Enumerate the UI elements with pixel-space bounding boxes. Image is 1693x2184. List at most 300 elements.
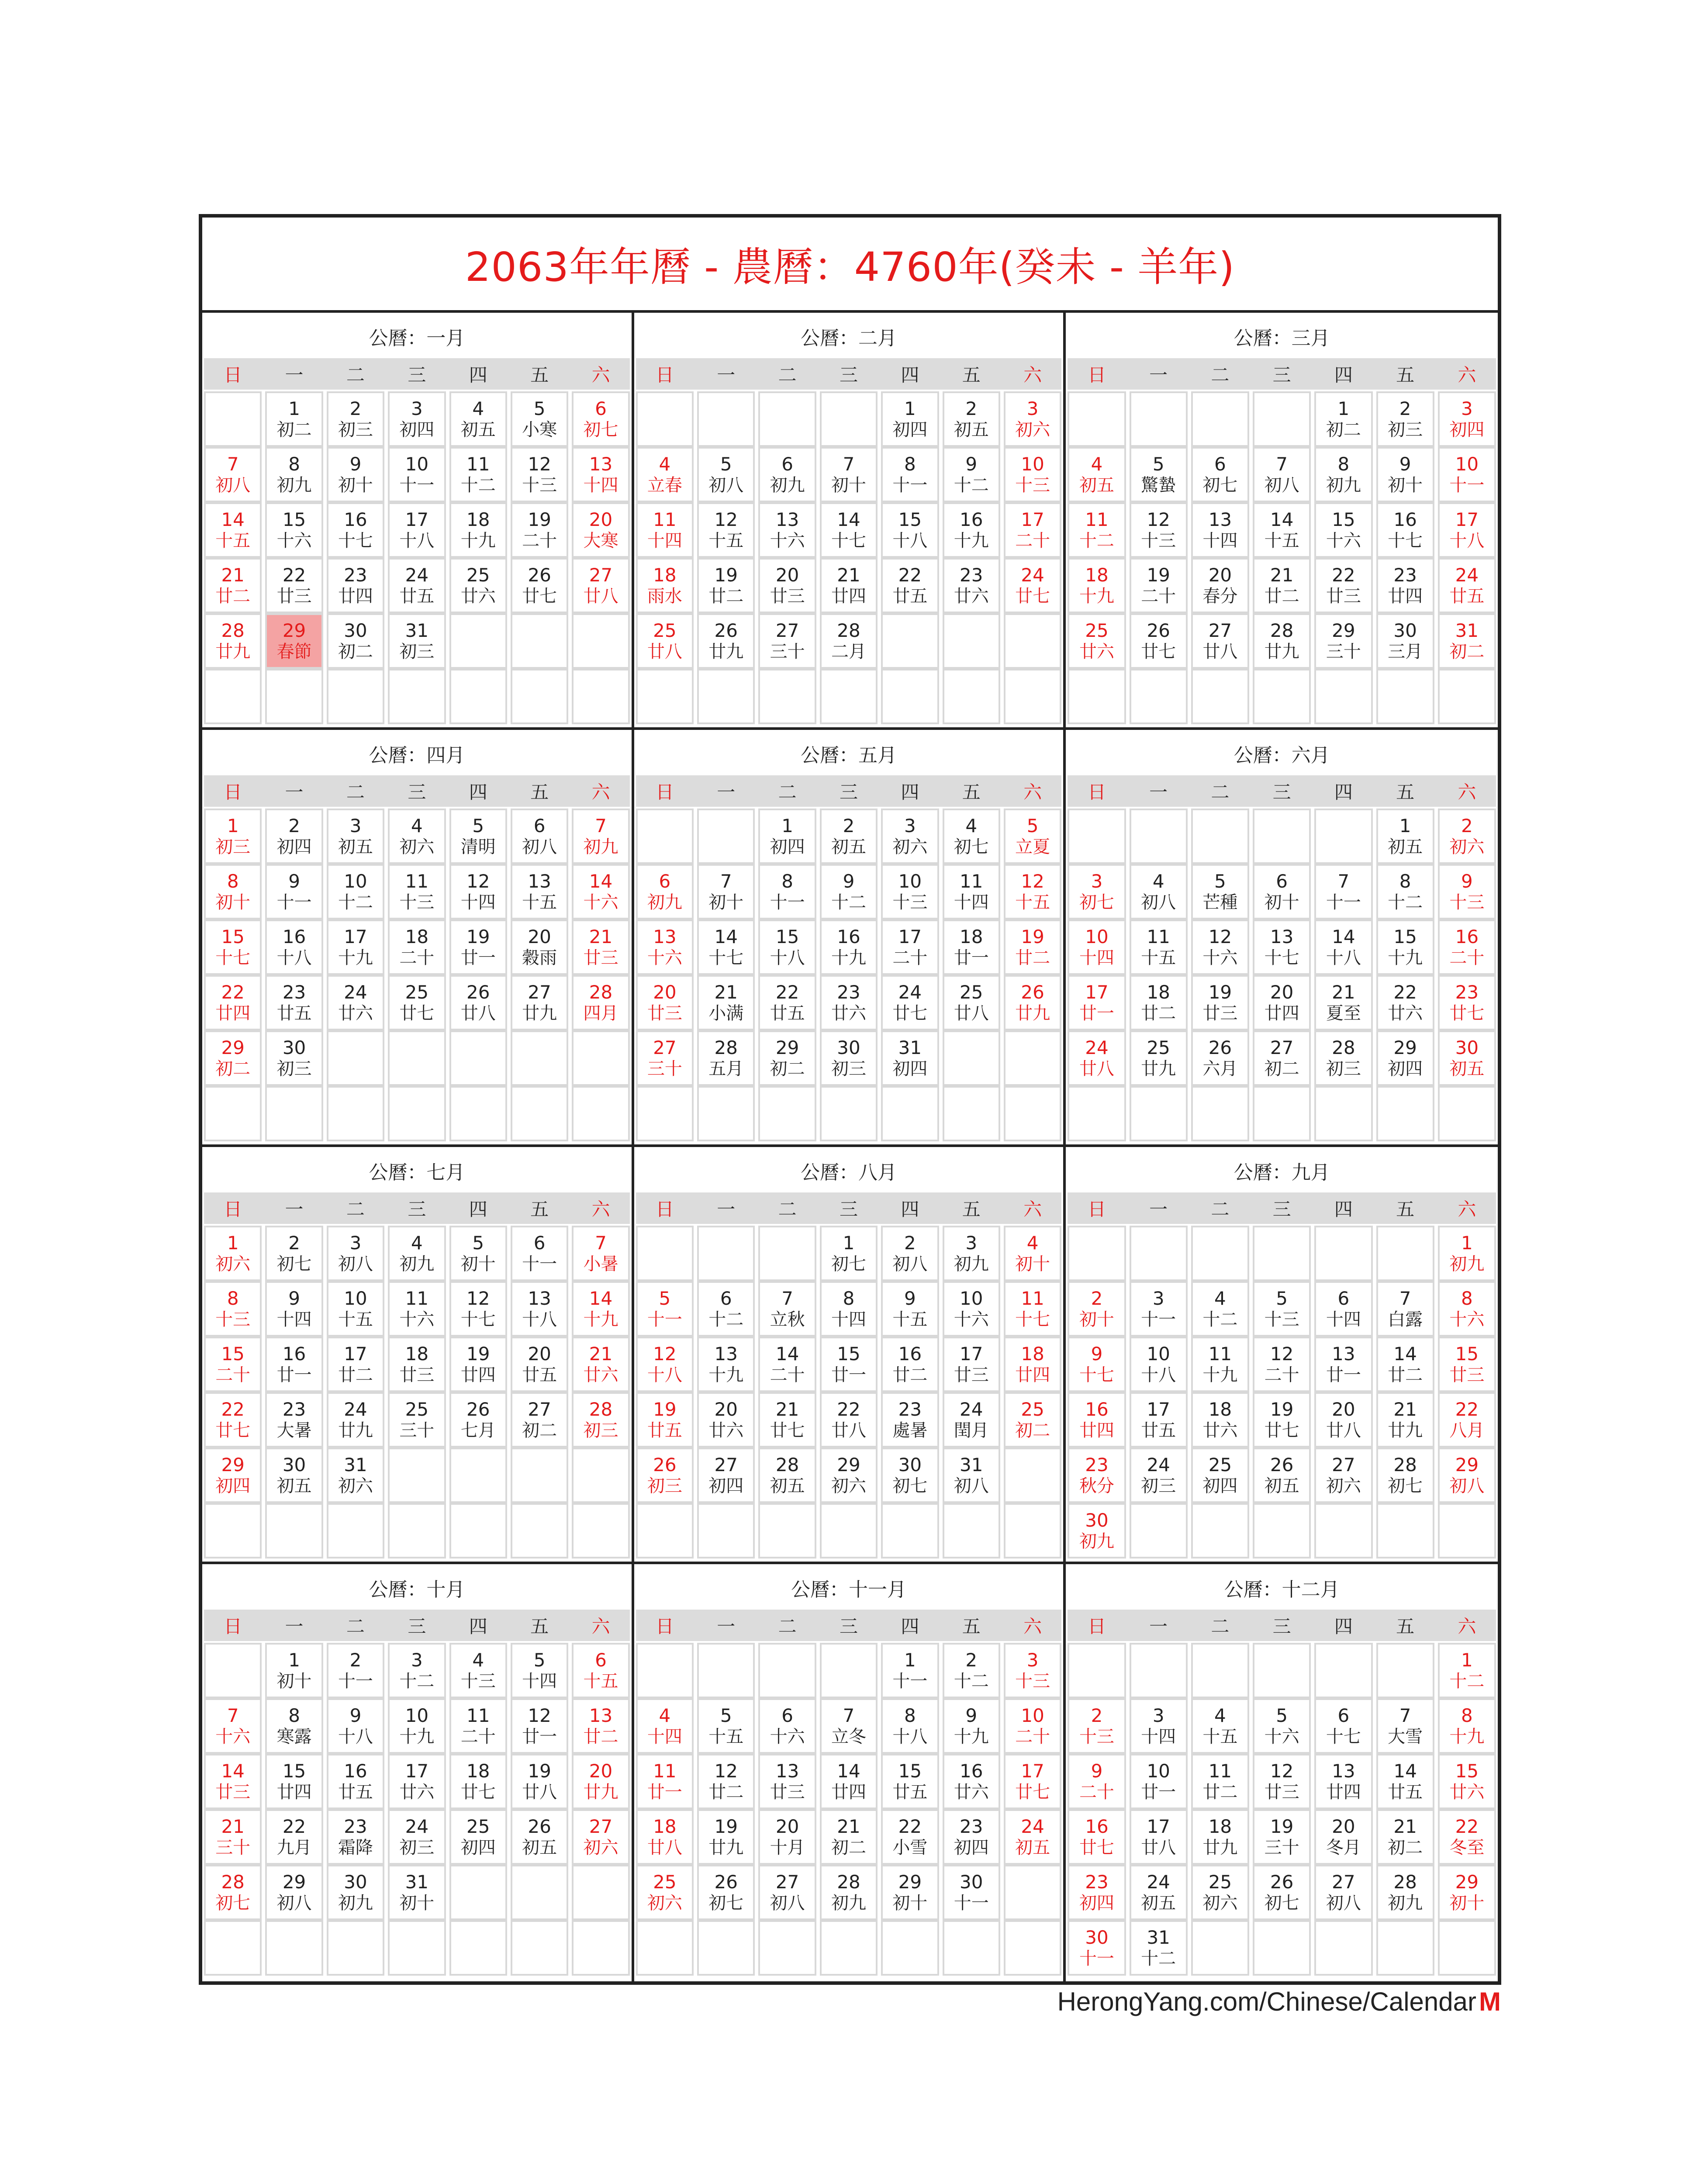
day-number: 15: [898, 1760, 922, 1782]
day-number: 17: [1021, 509, 1044, 531]
lunar-date: 十二: [1388, 892, 1423, 912]
empty-cell: [1376, 1226, 1434, 1281]
day-cell: [1068, 502, 1126, 558]
day-cell: [1130, 1281, 1188, 1337]
weekday-label: 四: [901, 1199, 919, 1220]
lunar-date: 廿八: [647, 641, 682, 662]
day-cell: [820, 1754, 878, 1809]
lunar-date: 八月: [1449, 1420, 1485, 1441]
day-number: 31: [344, 1454, 367, 1476]
day-grid: [636, 1226, 1062, 1559]
lunar-date: 初八: [215, 475, 251, 495]
day-number: 31: [898, 1037, 922, 1059]
empty-cell: [943, 1503, 1000, 1559]
day-cell: [265, 1392, 323, 1448]
lunar-date: 冬至: [1449, 1837, 1485, 1858]
weekday-label: 一: [285, 364, 304, 386]
day-cell: [1191, 1030, 1249, 1086]
day-number: 28: [837, 620, 860, 642]
day-cell: [1314, 919, 1372, 975]
empty-cell: [820, 1643, 878, 1698]
lunar-date: 廿九: [1141, 1058, 1176, 1079]
empty-cell: [572, 669, 629, 724]
day-number: 26: [528, 1816, 551, 1838]
day-cell: [1191, 1754, 1249, 1809]
day-number: 28: [589, 1399, 613, 1420]
empty-cell: [1191, 391, 1249, 447]
day-cell: [636, 447, 694, 502]
lunar-date: 十六: [215, 1726, 251, 1747]
day-number: 1: [227, 1232, 239, 1254]
weekday-label: 三: [839, 781, 858, 803]
day-number: 20: [775, 564, 799, 586]
weekday-label: 五: [962, 1616, 981, 1637]
lunar-date: 廿九: [522, 1003, 557, 1023]
day-cell: [388, 558, 446, 613]
day-cell: [1068, 1030, 1126, 1086]
empty-cell: [1130, 669, 1188, 724]
weekday-label: 日: [1087, 1616, 1106, 1637]
day-number: 28: [837, 1871, 860, 1893]
day-number: 20: [1332, 1399, 1355, 1420]
day-cell: [1253, 502, 1311, 558]
empty-cell: [572, 613, 629, 669]
lunar-date: 初三: [831, 1058, 866, 1079]
day-grid: [1068, 1643, 1496, 1976]
day-number: 18: [1147, 981, 1170, 1003]
day-cell: [1068, 1920, 1126, 1976]
day-number: 13: [589, 1705, 613, 1727]
day-number: 16: [1085, 1816, 1109, 1838]
day-number: 28: [775, 1454, 799, 1476]
day-number: 30: [282, 1454, 306, 1476]
day-cell: [327, 1337, 384, 1392]
day-cell: [943, 1226, 1000, 1281]
day-number: 18: [1208, 1816, 1232, 1838]
day-cell: [511, 558, 568, 613]
empty-cell: [204, 669, 262, 724]
day-cell: [1068, 1809, 1126, 1865]
empty-cell: [1253, 391, 1311, 447]
day-cell: [265, 919, 323, 975]
day-number: 11: [466, 453, 490, 475]
day-cell: [1253, 1754, 1311, 1809]
day-number: 10: [1147, 1343, 1170, 1365]
lunar-date: 十一: [1141, 1309, 1176, 1330]
day-cell: [1130, 919, 1188, 975]
lunar-date: 初四: [215, 1476, 251, 1496]
day-number: 30: [1393, 620, 1417, 642]
day-number: 22: [1455, 1816, 1479, 1838]
lunar-date: 廿八: [954, 1003, 989, 1023]
day-number: 22: [221, 1399, 245, 1420]
empty-cell: [881, 669, 939, 724]
day-number: 16: [1455, 926, 1479, 948]
day-cell: [327, 1643, 384, 1698]
lunar-date: 十一: [892, 475, 928, 495]
weekday-label: 五: [962, 781, 981, 803]
month-header: 公曆：七月: [369, 1161, 465, 1184]
day-cell: [1004, 864, 1061, 919]
lunar-date: 初六: [647, 1893, 682, 1913]
lunar-date: 三月: [1388, 641, 1423, 662]
day-number: 12: [714, 1760, 738, 1782]
empty-cell: [511, 1503, 568, 1559]
lunar-date: 廿七: [522, 586, 557, 606]
day-number: 20: [528, 1343, 551, 1365]
day-cell: [1376, 613, 1434, 669]
day-cell: [758, 1865, 816, 1920]
lunar-date: 十一: [399, 475, 435, 495]
lunar-date: 十三: [1264, 1309, 1299, 1330]
lunar-date: 初六: [583, 1837, 618, 1858]
weekday-row: [1068, 1192, 1496, 1224]
weekday-label: 四: [469, 781, 487, 803]
lunar-date: 十二: [1449, 1671, 1485, 1691]
day-number: 24: [1021, 1816, 1044, 1838]
month-header: 公曆：十一月: [791, 1579, 906, 1601]
weekday-label: 二: [1211, 781, 1230, 803]
day-number: 22: [898, 1816, 922, 1838]
day-number: 6: [533, 815, 546, 837]
day-cell: [1376, 919, 1434, 975]
day-cell: [449, 1809, 507, 1865]
day-cell: [943, 558, 1000, 613]
empty-cell: [1068, 809, 1126, 864]
weekday-label: 二: [1211, 1616, 1230, 1637]
day-cell: [204, 1281, 262, 1337]
lunar-date: 初八: [276, 1893, 312, 1913]
day-grid: [204, 1226, 630, 1559]
empty-cell: [1438, 1086, 1496, 1141]
lunar-date: 初三: [583, 1420, 618, 1441]
day-number: 25: [1208, 1871, 1232, 1893]
empty-cell: [1191, 1643, 1249, 1698]
empty-cell: [1376, 1920, 1434, 1976]
lunar-date: 十一: [276, 892, 312, 912]
day-cell: [1253, 975, 1311, 1030]
empty-cell: [511, 669, 568, 724]
lunar-date: 十二: [831, 892, 866, 912]
day-number: 28: [1270, 620, 1294, 642]
day-cell: [449, 1392, 507, 1448]
day-number: 6: [595, 1649, 607, 1671]
lunar-date: 廿五: [892, 1782, 928, 1802]
lunar-date: 初四: [1079, 1893, 1114, 1913]
day-number: 25: [653, 620, 677, 642]
day-cell: [1130, 1754, 1188, 1809]
empty-cell: [572, 1448, 629, 1503]
day-number: 7: [1399, 1288, 1411, 1310]
lunar-date: 初八: [708, 475, 744, 495]
day-number: 6: [1337, 1705, 1350, 1727]
day-cell: [204, 613, 262, 669]
lunar-date: 初三: [647, 1476, 682, 1496]
weekday-label: 三: [1272, 781, 1291, 803]
day-cell: [265, 1698, 323, 1754]
day-number: 2: [1399, 398, 1411, 420]
lunar-date: 十四: [1141, 1726, 1176, 1747]
day-number: 29: [282, 620, 306, 642]
day-cell: [1314, 447, 1372, 502]
day-cell: [636, 1698, 694, 1754]
empty-cell: [1438, 669, 1496, 724]
day-cell: [636, 1392, 694, 1448]
lunar-date: 廿五: [399, 586, 435, 606]
day-number: 24: [344, 1399, 367, 1420]
lunar-date: 初二: [1015, 1420, 1050, 1441]
lunar-date: 十四: [460, 892, 496, 912]
weekday-label: 四: [901, 364, 919, 386]
day-number: 29: [282, 1871, 306, 1893]
day-cell: [943, 1754, 1000, 1809]
empty-cell: [449, 613, 507, 669]
day-number: 20: [589, 1760, 613, 1782]
day-cell: [943, 919, 1000, 975]
lunar-date: 十四: [1079, 947, 1114, 968]
lunar-date: 初二: [831, 1837, 866, 1858]
lunar-date: 廿二: [215, 586, 251, 606]
day-cell: [1376, 1392, 1434, 1448]
lunar-date: 十九: [1079, 586, 1114, 606]
day-cell: [388, 809, 446, 864]
lunar-date: 十六: [399, 1309, 435, 1330]
lunar-date: 寒露: [276, 1726, 312, 1747]
day-number: 12: [653, 1343, 677, 1365]
lunar-date: 十九: [954, 530, 989, 551]
day-number: 25: [466, 564, 490, 586]
lunar-date: 初六: [1326, 1476, 1361, 1496]
day-number: 17: [344, 926, 367, 948]
day-number: 9: [965, 1705, 978, 1727]
day-cell: [820, 1392, 878, 1448]
day-number: 14: [1270, 509, 1294, 531]
day-number: 27: [1270, 1037, 1294, 1059]
lunar-date: 初五: [460, 419, 496, 440]
lunar-date: 十八: [399, 530, 435, 551]
day-cell: [1314, 558, 1372, 613]
day-number: 3: [1152, 1288, 1164, 1310]
weekday-label: 六: [1458, 1616, 1476, 1637]
day-cell: [881, 1865, 939, 1920]
day-cell: [943, 502, 1000, 558]
day-number: 7: [843, 453, 855, 475]
day-number: 9: [349, 453, 362, 475]
day-cell: [388, 975, 446, 1030]
lunar-date: 廿一: [460, 947, 496, 968]
day-cell: [820, 1698, 878, 1754]
day-cell: [1130, 1698, 1188, 1754]
empty-cell: [697, 1503, 755, 1559]
day-cell: [1314, 1698, 1372, 1754]
day-number: 21: [837, 564, 860, 586]
day-number: 26: [714, 1871, 738, 1893]
day-cell: [1438, 1754, 1496, 1809]
empty-cell: [1314, 1643, 1372, 1698]
empty-cell: [511, 1448, 568, 1503]
lunar-date: 十六: [954, 1309, 989, 1330]
day-cell: [1314, 1281, 1372, 1337]
day-number: 8: [288, 453, 300, 475]
day-number: 28: [589, 981, 613, 1003]
day-number: 15: [837, 1343, 860, 1365]
day-number: 21: [1393, 1816, 1417, 1838]
day-number: 26: [1021, 981, 1044, 1003]
lunar-date: 十月: [770, 1837, 805, 1858]
day-cell: [265, 1754, 323, 1809]
day-number: 29: [1455, 1454, 1479, 1476]
day-cell: [1004, 809, 1061, 864]
day-grid: [636, 1643, 1062, 1976]
day-cell: [1130, 1920, 1188, 1976]
lunar-date: 十六: [1449, 1309, 1485, 1330]
lunar-date: 廿七: [1264, 1420, 1299, 1441]
day-cell: [881, 1337, 939, 1392]
lunar-date: 閏月: [954, 1420, 989, 1441]
day-number: 30: [837, 1037, 860, 1059]
day-number: 7: [720, 871, 732, 892]
day-cell: [820, 1448, 878, 1503]
lunar-date: 廿七: [1015, 1782, 1050, 1802]
day-number: 4: [472, 1649, 484, 1671]
lunar-date: 秋分: [1079, 1476, 1114, 1496]
day-cell: [636, 1809, 694, 1865]
day-number: 6: [595, 398, 607, 420]
empty-cell: [1130, 1086, 1188, 1141]
lunar-date: 廿九: [215, 641, 251, 662]
weekday-label: 五: [1396, 1616, 1415, 1637]
lunar-date: 二十: [1141, 586, 1176, 606]
empty-cell: [943, 1920, 1000, 1976]
lunar-date: 初四: [460, 1837, 496, 1858]
day-cell: [572, 1392, 629, 1448]
day-number: 5: [1214, 871, 1226, 892]
empty-cell: [265, 1086, 323, 1141]
day-number: 21: [589, 926, 613, 948]
day-number: 26: [1270, 1454, 1294, 1476]
lunar-date: 廿四: [1079, 1420, 1114, 1441]
empty-cell: [1376, 1086, 1434, 1141]
lunar-date: 廿三: [215, 1782, 251, 1802]
day-cell: [265, 1226, 323, 1281]
lunar-date: 廿八: [1141, 1837, 1176, 1858]
weekday-label: 一: [1149, 1616, 1168, 1637]
lunar-date: 十二: [1202, 1309, 1238, 1330]
day-cell: [1376, 1865, 1434, 1920]
empty-cell: [758, 1643, 816, 1698]
day-number: 10: [1021, 453, 1044, 475]
day-cell: [572, 864, 629, 919]
lunar-date: 廿九: [1015, 1003, 1050, 1023]
lunar-date: 二十: [460, 1726, 496, 1747]
lunar-date: 十四: [1326, 1309, 1361, 1330]
day-number: 19: [653, 1399, 677, 1420]
day-cell: [204, 1865, 262, 1920]
lunar-date: 初八: [954, 1476, 989, 1496]
day-cell: [1004, 1337, 1061, 1392]
weekday-label: 六: [1458, 364, 1476, 386]
weekday-label: 二: [1211, 364, 1230, 386]
empty-cell: [265, 669, 323, 724]
lunar-date: 二月: [831, 641, 866, 662]
day-number: 1: [781, 815, 793, 837]
day-cell: [511, 1226, 568, 1281]
day-cell: [265, 1337, 323, 1392]
weekday-label: 六: [591, 364, 610, 386]
day-number: 9: [288, 1288, 300, 1310]
day-cell: [1253, 1448, 1311, 1503]
day-cell: [1438, 1337, 1496, 1392]
day-cell: [820, 613, 878, 669]
day-cell: [1068, 1698, 1126, 1754]
day-cell: [697, 1030, 755, 1086]
lunar-date: 十六: [1264, 1726, 1299, 1747]
day-cell: [1438, 1226, 1496, 1281]
day-cell: [820, 864, 878, 919]
day-cell: [1130, 1809, 1188, 1865]
day-cell: [1438, 1643, 1496, 1698]
day-cell: [1438, 447, 1496, 502]
day-cell: [204, 1226, 262, 1281]
day-number: 3: [1461, 398, 1473, 420]
lunar-date: 十七: [1388, 530, 1423, 551]
day-cell: [881, 1448, 939, 1503]
day-number: 2: [349, 1649, 362, 1671]
lunar-date: 初二: [522, 1420, 557, 1441]
day-number: 6: [781, 453, 793, 475]
lunar-date: 廿九: [1202, 1837, 1238, 1858]
day-number: 12: [714, 509, 738, 531]
day-cell: [1376, 558, 1434, 613]
day-number: 2: [965, 1649, 978, 1671]
day-grid: [204, 809, 630, 1141]
day-number: 21: [1393, 1399, 1417, 1420]
day-number: 26: [1147, 620, 1170, 642]
day-cell: [697, 1392, 755, 1448]
lunar-date: 廿一: [1326, 1365, 1361, 1385]
lunar-date: 七月: [460, 1420, 496, 1441]
weekday-label: 四: [469, 1616, 487, 1637]
lunar-date: 廿二: [1264, 586, 1299, 606]
empty-cell: [511, 1920, 568, 1976]
day-cell: [265, 1809, 323, 1865]
day-cell: [265, 502, 323, 558]
day-cell: [636, 864, 694, 919]
empty-cell: [511, 1030, 568, 1086]
day-number: 25: [466, 1816, 490, 1838]
day-cell: [265, 1448, 323, 1503]
lunar-date: 十三: [1079, 1726, 1114, 1747]
day-number: 11: [1147, 926, 1170, 948]
empty-cell: [697, 1643, 755, 1698]
day-cell: [1130, 1392, 1188, 1448]
day-cell: [1253, 919, 1311, 975]
day-cell: [1068, 1337, 1126, 1392]
day-number: 11: [1208, 1343, 1232, 1365]
month-block: [1066, 313, 1498, 730]
day-cell: [1314, 502, 1372, 558]
month-block: [202, 313, 634, 730]
empty-cell: [636, 1503, 694, 1559]
day-number: 31: [1147, 1927, 1170, 1949]
lunar-date: 十七: [215, 947, 251, 968]
day-number: 17: [1147, 1399, 1170, 1420]
day-cell: [449, 558, 507, 613]
lunar-date: 廿八: [522, 1782, 557, 1802]
empty-cell: [1130, 809, 1188, 864]
day-number: 17: [898, 926, 922, 948]
day-cell: [820, 1226, 878, 1281]
